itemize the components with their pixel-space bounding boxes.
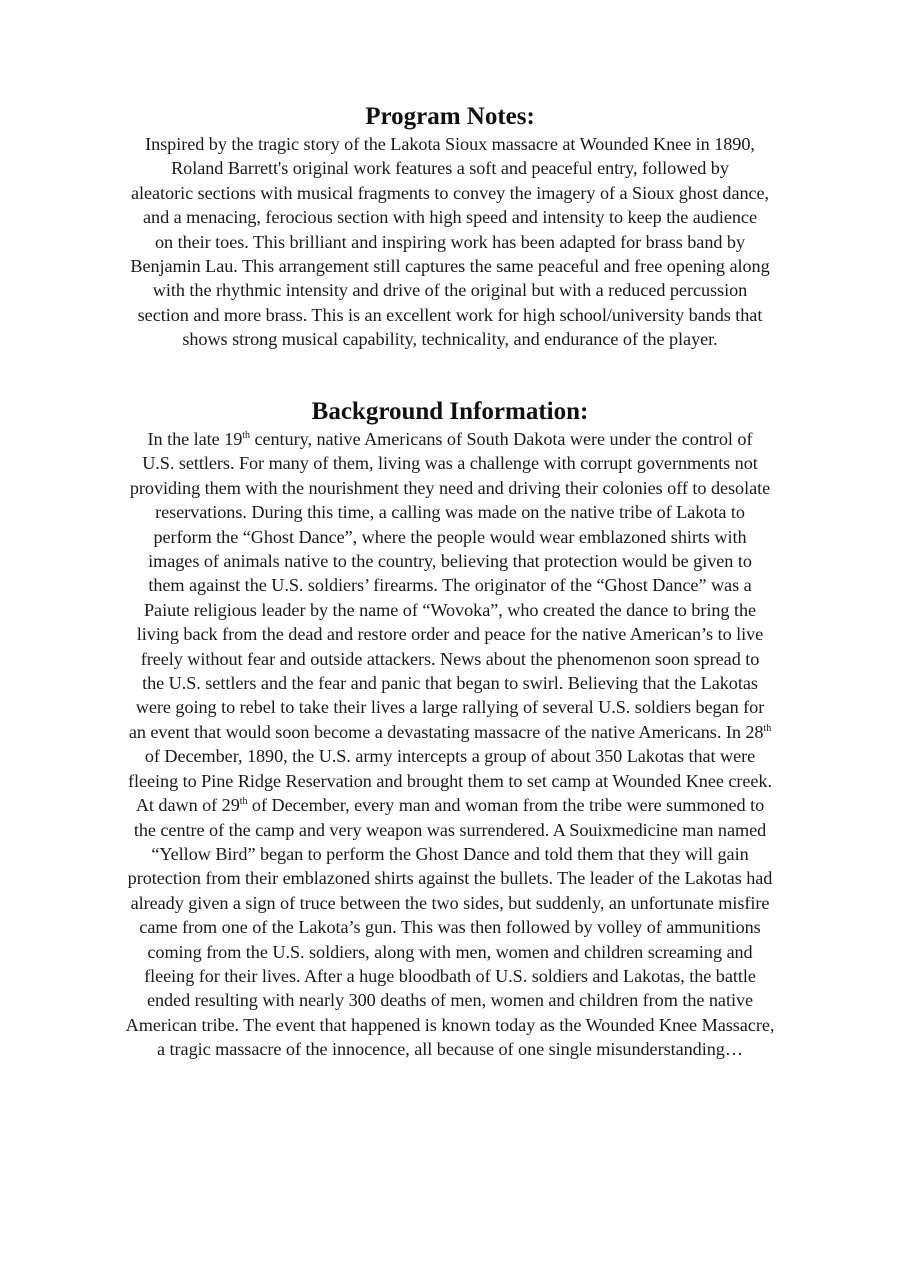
program-notes-line: and a menacing, ferocious section with high speed and intensity to keep the audience [143, 207, 757, 228]
program-notes-line: section and more brass. This is an excellent work for high school/university bands that [137, 304, 763, 325]
background-line: were going to rebel to take their lives a large rallying of several U.S. soldiers began for [135, 697, 765, 718]
background-information-body [60, 427, 840, 1062]
program-notes-line: Benjamin Lau. This arrangement still captures the same peaceful and free opening along [130, 256, 770, 277]
program-notes-section [60, 102, 840, 352]
program-notes-body [60, 132, 840, 352]
background-line: “Yellow Bird” began to perform the Ghost Dance and told them that they will gain [151, 843, 749, 864]
background-line: Paiute religious leader by the name of “Wovoka”, who created the dance to bring the [143, 599, 757, 620]
program-notes-line: on their toes. This brilliant and inspiring work has been adapted for brass band by [154, 231, 746, 252]
background-line: freely without fear and outside attackers. News about the phenomenon soon spread to [140, 648, 760, 669]
background-information-section [60, 397, 840, 1062]
background-line: reservations. During this time, a calling was made on the native tribe of Lakota to [155, 502, 745, 523]
background-line: protection from their emblazoned shirts against the bullets. The leader of the Lakotas had [127, 868, 773, 889]
program-notes-line: Inspired by the tragic story of the Lakota Sioux massacre at Wounded Knee in 1890, [145, 134, 755, 154]
background-line: fleeing to Pine Ridge Reservation and brought them to set camp at Wounded Knee creek. [128, 770, 772, 791]
background-line: an event that would soon become a devastating massacre of the native Americans. In 28th [128, 721, 772, 742]
background-line: images of animals native to the country, believing that protection would be given to [148, 551, 752, 572]
background-line: living back from the dead and restore order and peace for the native American’s to live [136, 624, 764, 645]
program-notes-line: aleatoric sections with musical fragments to convey the imagery of a Sioux ghost dance, [130, 182, 770, 203]
program-notes-heading: Program Notes: [365, 103, 535, 130]
background-line: coming from the U.S. soldiers, along with men, women and children screaming and [147, 941, 753, 962]
program-notes-line: with the rhythmic intensity and drive of the original but with a reduced percussion [152, 280, 748, 301]
background-line: the centre of the camp and very weapon was surrendered. A Souixmedicine man named [133, 819, 767, 840]
background-information-heading: Background Information: [311, 398, 589, 425]
background-line: the U.S. settlers and the fear and panic that began to swirl. Believing that the Lakotas [142, 673, 758, 694]
background-line: ended resulting with nearly 300 deaths of men, women and children from the native [146, 990, 754, 1011]
background-line: fleeing for their lives. After a huge bloodbath of U.S. soldiers and Lakotas, the battle [144, 965, 756, 986]
background-line: In the late 19th century, native Americans of South Dakota were under the control of [147, 429, 753, 449]
background-line: American tribe. The event that happened is known today as the Wounded Knee Massacre, [125, 1014, 775, 1035]
background-line: already given a sign of truce between the two sides, but suddenly, an unfortunate misfire [130, 892, 770, 913]
background-line: a tragic massacre of the innocence, all because of one single misunderstanding… [157, 1039, 743, 1060]
background-line: them against the U.S. soldiers’ firearms. The originator of the “Ghost Dance” was a [148, 575, 752, 596]
background-line: perform the “Ghost Dance”, where the people would wear emblazoned shirts with [153, 526, 747, 547]
background-line: U.S. settlers. For many of them, living was a challenge with corrupt governments not [142, 453, 758, 474]
program-notes-line: shows strong musical capability, technicality, and endurance of the player. [182, 329, 718, 350]
background-line: At dawn of 29th of December, every man and woman from the tribe were summoned to [135, 795, 765, 816]
program-notes-line: Roland Barrett's original work features a soft and peaceful entry, followed by [171, 158, 729, 179]
background-line: of December, 1890, the U.S. army intercepts a group of about 350 Lakotas that were [144, 746, 756, 767]
background-line: providing them with the nourishment they need and driving their colonies off to desolate [129, 477, 771, 498]
background-line: came from one of the Lakota’s gun. This was then followed by volley of ammunitions [139, 917, 761, 938]
